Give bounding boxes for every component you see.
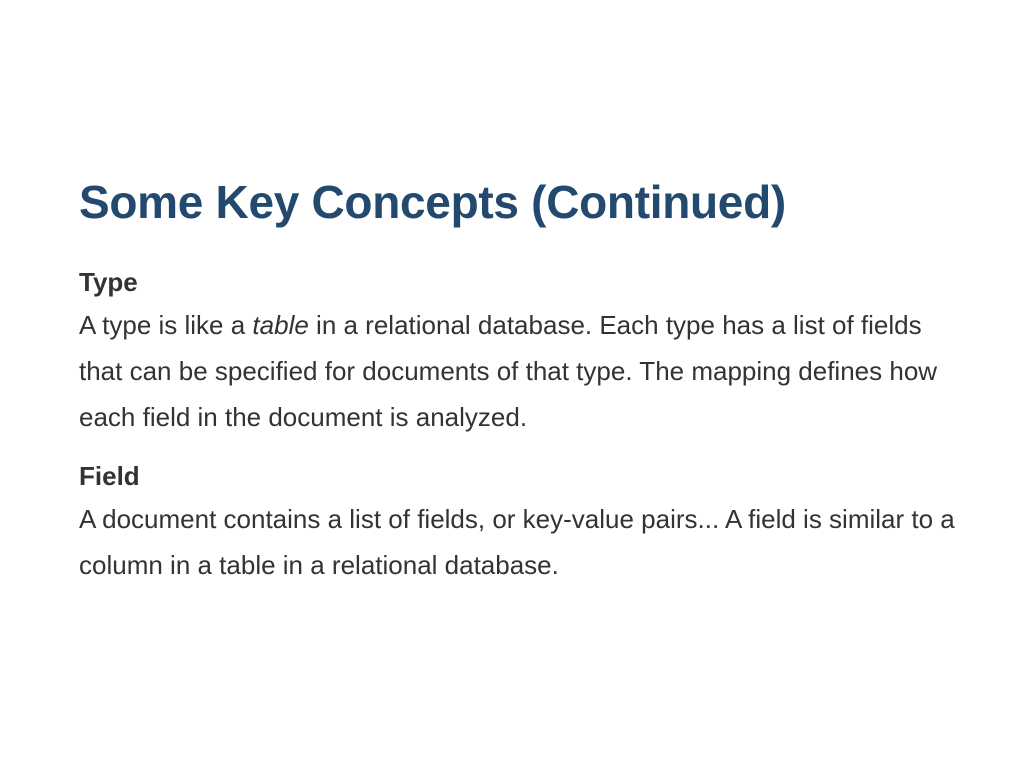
term-definition-type bbox=[79, 302, 959, 440]
definition-text-start: A type is like a bbox=[79, 310, 253, 340]
term-definition-field: A document contains a list of fields, or key-value pairs... A field is similar to a column in a table in a relational database. bbox=[79, 504, 955, 580]
term-heading-field: Field bbox=[79, 461, 140, 491]
definition-text-end: in a relational database. Each type has a list of fields that can be specified for documents of that type. The mapping defines how each field in the document is analyzed. bbox=[79, 310, 938, 432]
term-block-type bbox=[79, 265, 959, 440]
term-heading-type: Type bbox=[79, 267, 138, 297]
slide-title: Some Key Concepts (Continued) bbox=[79, 176, 786, 228]
emphasized-term: table bbox=[252, 310, 309, 340]
term-block-field bbox=[79, 459, 959, 588]
